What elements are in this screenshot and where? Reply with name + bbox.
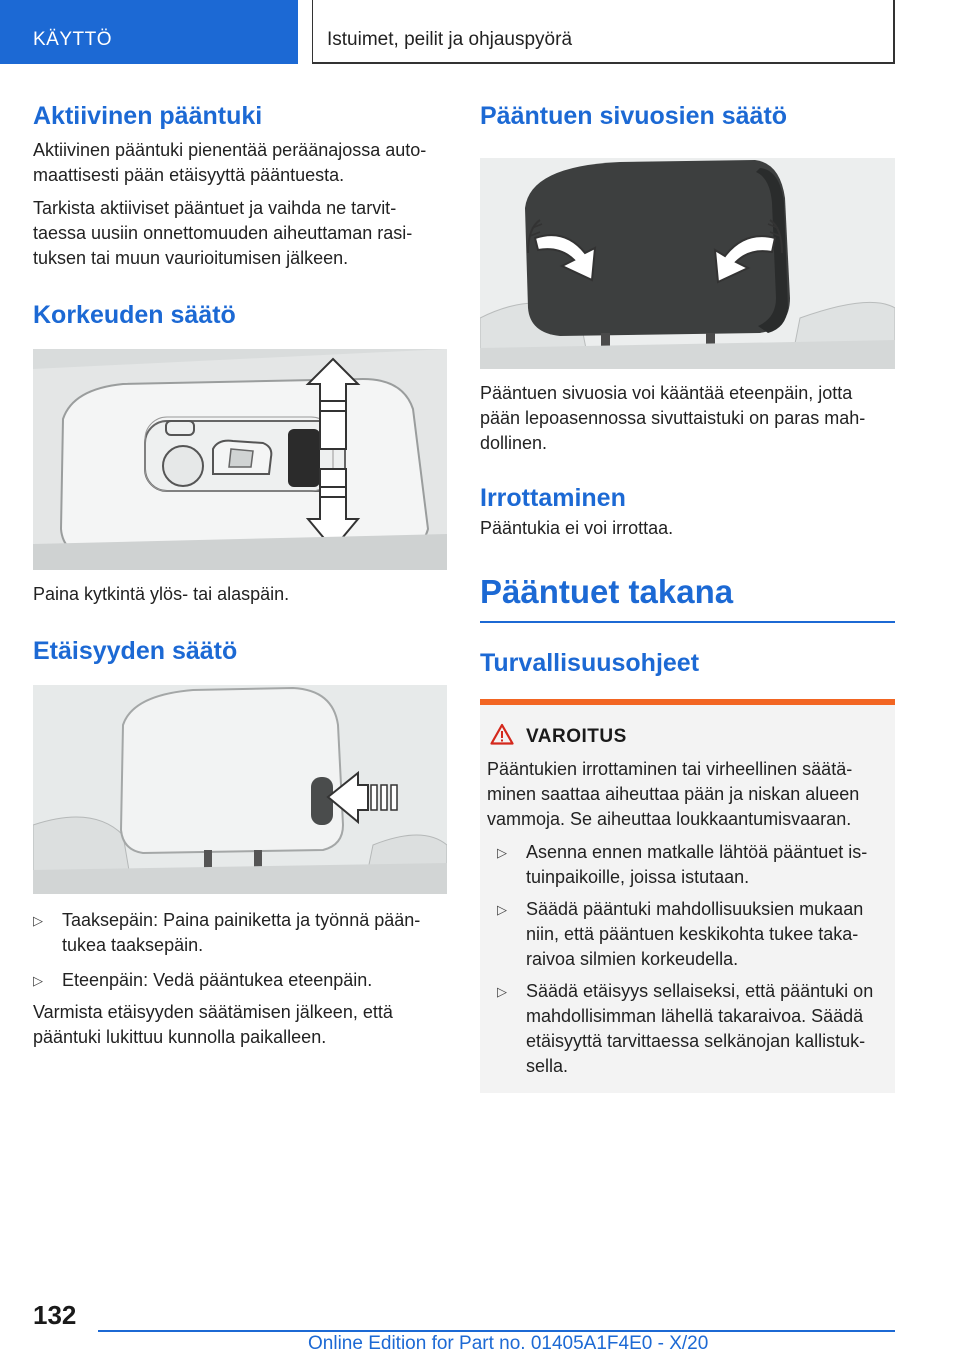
warning-list bbox=[497, 840, 887, 1079]
rear-headrests-heading: Pääntuet takana bbox=[480, 573, 734, 610]
list-item: ▷ Säädä etäisyys sellaiseksi, että pääntuki on mahdollisimman lähellä takaraivoa. Säädä etäisyyttä tarvittaessa selkänojan kallistuk-sella. bbox=[497, 981, 874, 1076]
removal-heading: Irrottaminen bbox=[480, 484, 626, 512]
page-number: 132 bbox=[33, 1300, 77, 1330]
warning-label: VAROITUS bbox=[526, 726, 627, 747]
distance-button-illustration bbox=[33, 685, 447, 894]
side-wings-caption: Pääntuen sivuosia voi kääntää eteenpäin, jotta pään lepoasennossa sivuttaistuki on paras mah-dollinen. bbox=[480, 383, 866, 453]
warning-text: Pääntukien irrottaminen tai virheellinen säätä-minen saattaa aiheuttaa pään ja niskan alueen vammoja. Se aiheuttaa loukkaantumisvaaran. bbox=[487, 759, 860, 829]
triangle-right-outline-icon: ▷ bbox=[497, 845, 507, 860]
header-section-tab bbox=[0, 0, 298, 64]
footer-edition: Online Edition for Part no. 01405A1F4E0 - X/20 bbox=[308, 1333, 709, 1354]
active-headrest-paragraph-2: Tarkista aktiiviset pääntuet ja vaihda ne tarvit-taessa uusiin onnettomuuden aiheuttaman rasi-tuksen tai muun vaurioitumisen jälkeen. bbox=[33, 198, 413, 268]
warning-header bbox=[490, 723, 887, 751]
height-switch-illustration bbox=[33, 349, 447, 570]
header-section-label: KÄYTTÖ bbox=[33, 29, 113, 50]
right-column bbox=[480, 100, 895, 1093]
list-item: ▷ Eteenpäin: Vedä pääntukea eteenpäin. bbox=[33, 968, 447, 993]
heading-rule bbox=[480, 621, 895, 623]
distance-adjust-list bbox=[33, 908, 447, 993]
active-headrest-heading: Aktiivinen pääntuki bbox=[33, 102, 263, 130]
left-column bbox=[33, 100, 447, 1050]
triangle-right-outline-icon: ▷ bbox=[497, 984, 507, 999]
header-chapter-label: Istuimet, peilit ja ohjauspyörä bbox=[327, 29, 573, 50]
list-item: ▷ Säädä pääntuki mahdollisuuksien mukaan niin, että pääntuen keskikohta tukee taka-raivoa silmien korkeudella. bbox=[497, 899, 864, 969]
height-adjust-caption: Paina kytkintä ylös- tai alaspäin. bbox=[33, 584, 290, 604]
footer-rule bbox=[98, 1330, 895, 1332]
triangle-right-outline-icon: ▷ bbox=[33, 913, 43, 928]
distance-adjust-note: Varmista etäisyyden säätämisen jälkeen, että pääntuki lukittuu kunnolla paikalleen. bbox=[33, 1002, 393, 1047]
header-chapter-box bbox=[312, 0, 895, 64]
triangle-right-outline-icon: ▷ bbox=[33, 973, 43, 988]
list-item: ▷ Taaksepäin: Paina painiketta ja työnnä pään-tukea taaksepäin. bbox=[33, 910, 421, 955]
triangle-right-outline-icon: ▷ bbox=[497, 902, 507, 917]
side-wings-illustration bbox=[480, 158, 895, 369]
warning-triangle-icon bbox=[490, 723, 514, 751]
active-headrest-paragraph-1: Aktiivinen pääntuki pienentää peräänajossa auto-maattisesti pään etäisyyttä pääntuesta. bbox=[33, 140, 427, 185]
height-adjust-heading: Korkeuden säätö bbox=[33, 301, 236, 329]
warning-box bbox=[480, 699, 895, 1093]
distance-adjust-heading: Etäisyyden säätö bbox=[33, 637, 238, 665]
side-wings-heading: Pääntuen sivuosien säätö bbox=[480, 102, 788, 130]
safety-heading: Turvallisuusohjeet bbox=[480, 649, 700, 677]
list-item: ▷ Asenna ennen matkalle lähtöä pääntuet is-tuinpaikoille, joissa istutaan. bbox=[497, 842, 868, 887]
removal-text: Pääntukia ei voi irrottaa. bbox=[480, 518, 674, 538]
